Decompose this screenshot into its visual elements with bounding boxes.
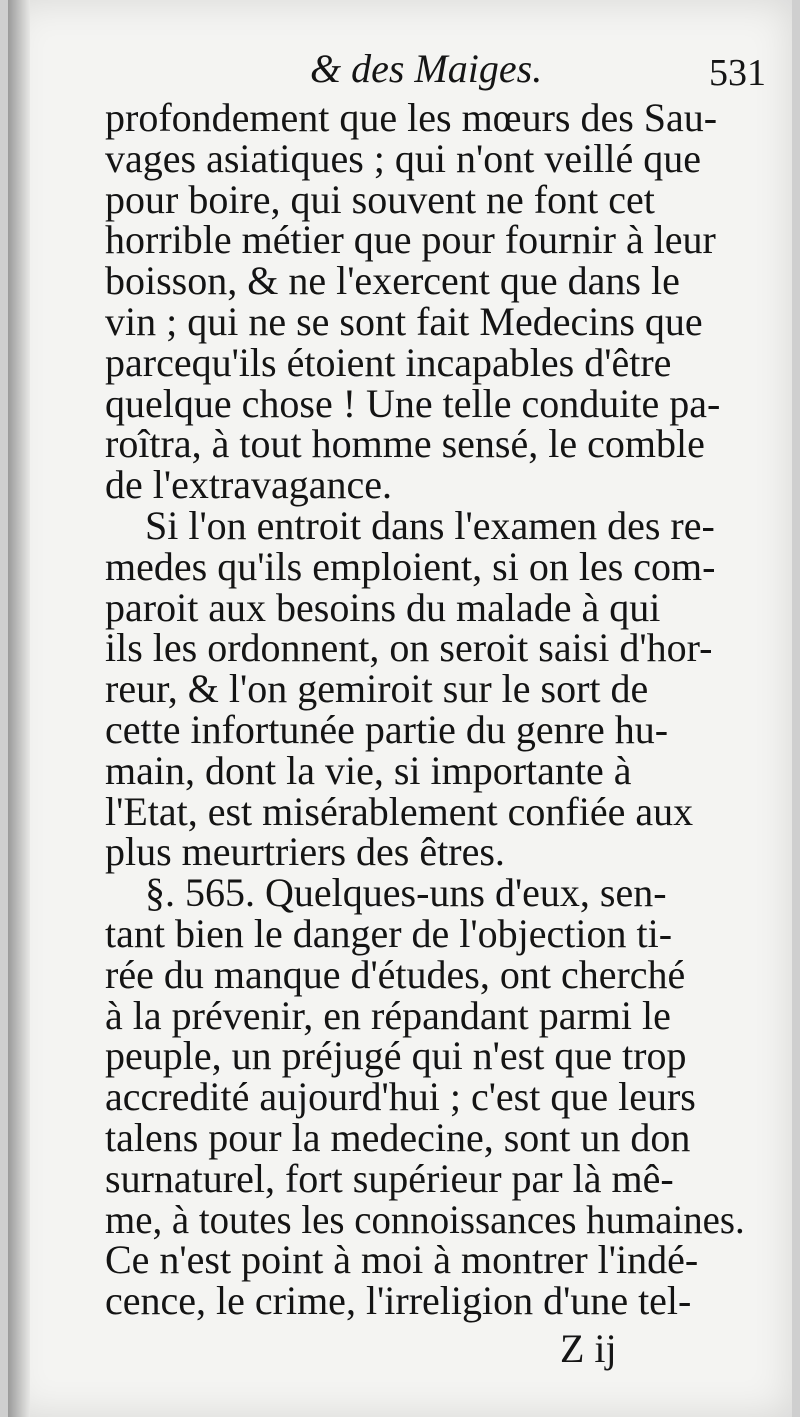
text-line: surnaturel, fort supérieur par là mê- (105, 1155, 674, 1201)
text-line: me, à toutes les connoissances humaines. (105, 1196, 745, 1242)
text-line: reur, & l'on gemiroit sur le sort de (105, 666, 649, 712)
text-line: paroit aux besoins du malade à qui (105, 584, 661, 630)
text-line: vin ; qui ne se sont fait Medecins que (105, 298, 703, 344)
text-line: cette infortunée partie du genre hu- (105, 706, 669, 752)
text-line: vages asiatiques ; qui n'ont veillé que (105, 135, 701, 181)
text-line: cence, le crime, l'irreligion d'une tel- (105, 1278, 692, 1324)
text-line: peuple, un préjugé qui n'est que trop (105, 1033, 687, 1079)
signature-mark: Z ij (560, 1326, 617, 1371)
text-line: Si l'on entroit dans l'examen des re- (145, 502, 715, 548)
text-line: quelque chose ! Une telle conduite pa- (105, 380, 721, 426)
text-line: Ce n'est point à moi à montrer l'indé- (105, 1237, 699, 1283)
text-line: §. 565. Quelques-uns d'eux, sen- (145, 870, 667, 916)
body-text (105, 95, 745, 1324)
text-line: horrible métier que pour fournir à leur (105, 217, 716, 263)
text-line: talens pour la medecine, sont un don (105, 1114, 691, 1160)
text-line: main, dont la vie, si importante à (105, 747, 632, 793)
running-head: & des Maiges. (310, 46, 543, 91)
text-line: de l'extravagance. (105, 462, 393, 508)
text-line: plus meurtriers des êtres. (105, 829, 505, 875)
text-line: rée du manque d'études, ont cherché (105, 951, 686, 997)
text-line: roîtra, à tout homme sensé, le comble (105, 421, 705, 467)
text-line: profondement que les mœurs des Sau- (105, 95, 718, 140)
page-number: 531 (709, 52, 766, 94)
text-line: à la prévenir, en répandant parmi le (105, 992, 671, 1038)
text-line: pour boire, qui souvent ne font cet (105, 176, 655, 222)
text-line: medes qu'ils emploient, si on les com- (105, 543, 716, 589)
text-line: ils les ordonnent, on seroit saisi d'hor- (105, 625, 713, 671)
text-line: parcequ'ils étoient incapables d'être (105, 339, 672, 385)
text-line: boisson, & ne l'exercent que dans le (105, 258, 680, 304)
text-line: tant bien le danger de l'objection ti- (105, 910, 673, 956)
page-gutter-shadow (8, 0, 30, 1417)
text-line: l'Etat, est misérablement confiée aux (105, 788, 694, 834)
text-line: accredité aujourd'hui ; c'est que leurs (105, 1074, 696, 1120)
